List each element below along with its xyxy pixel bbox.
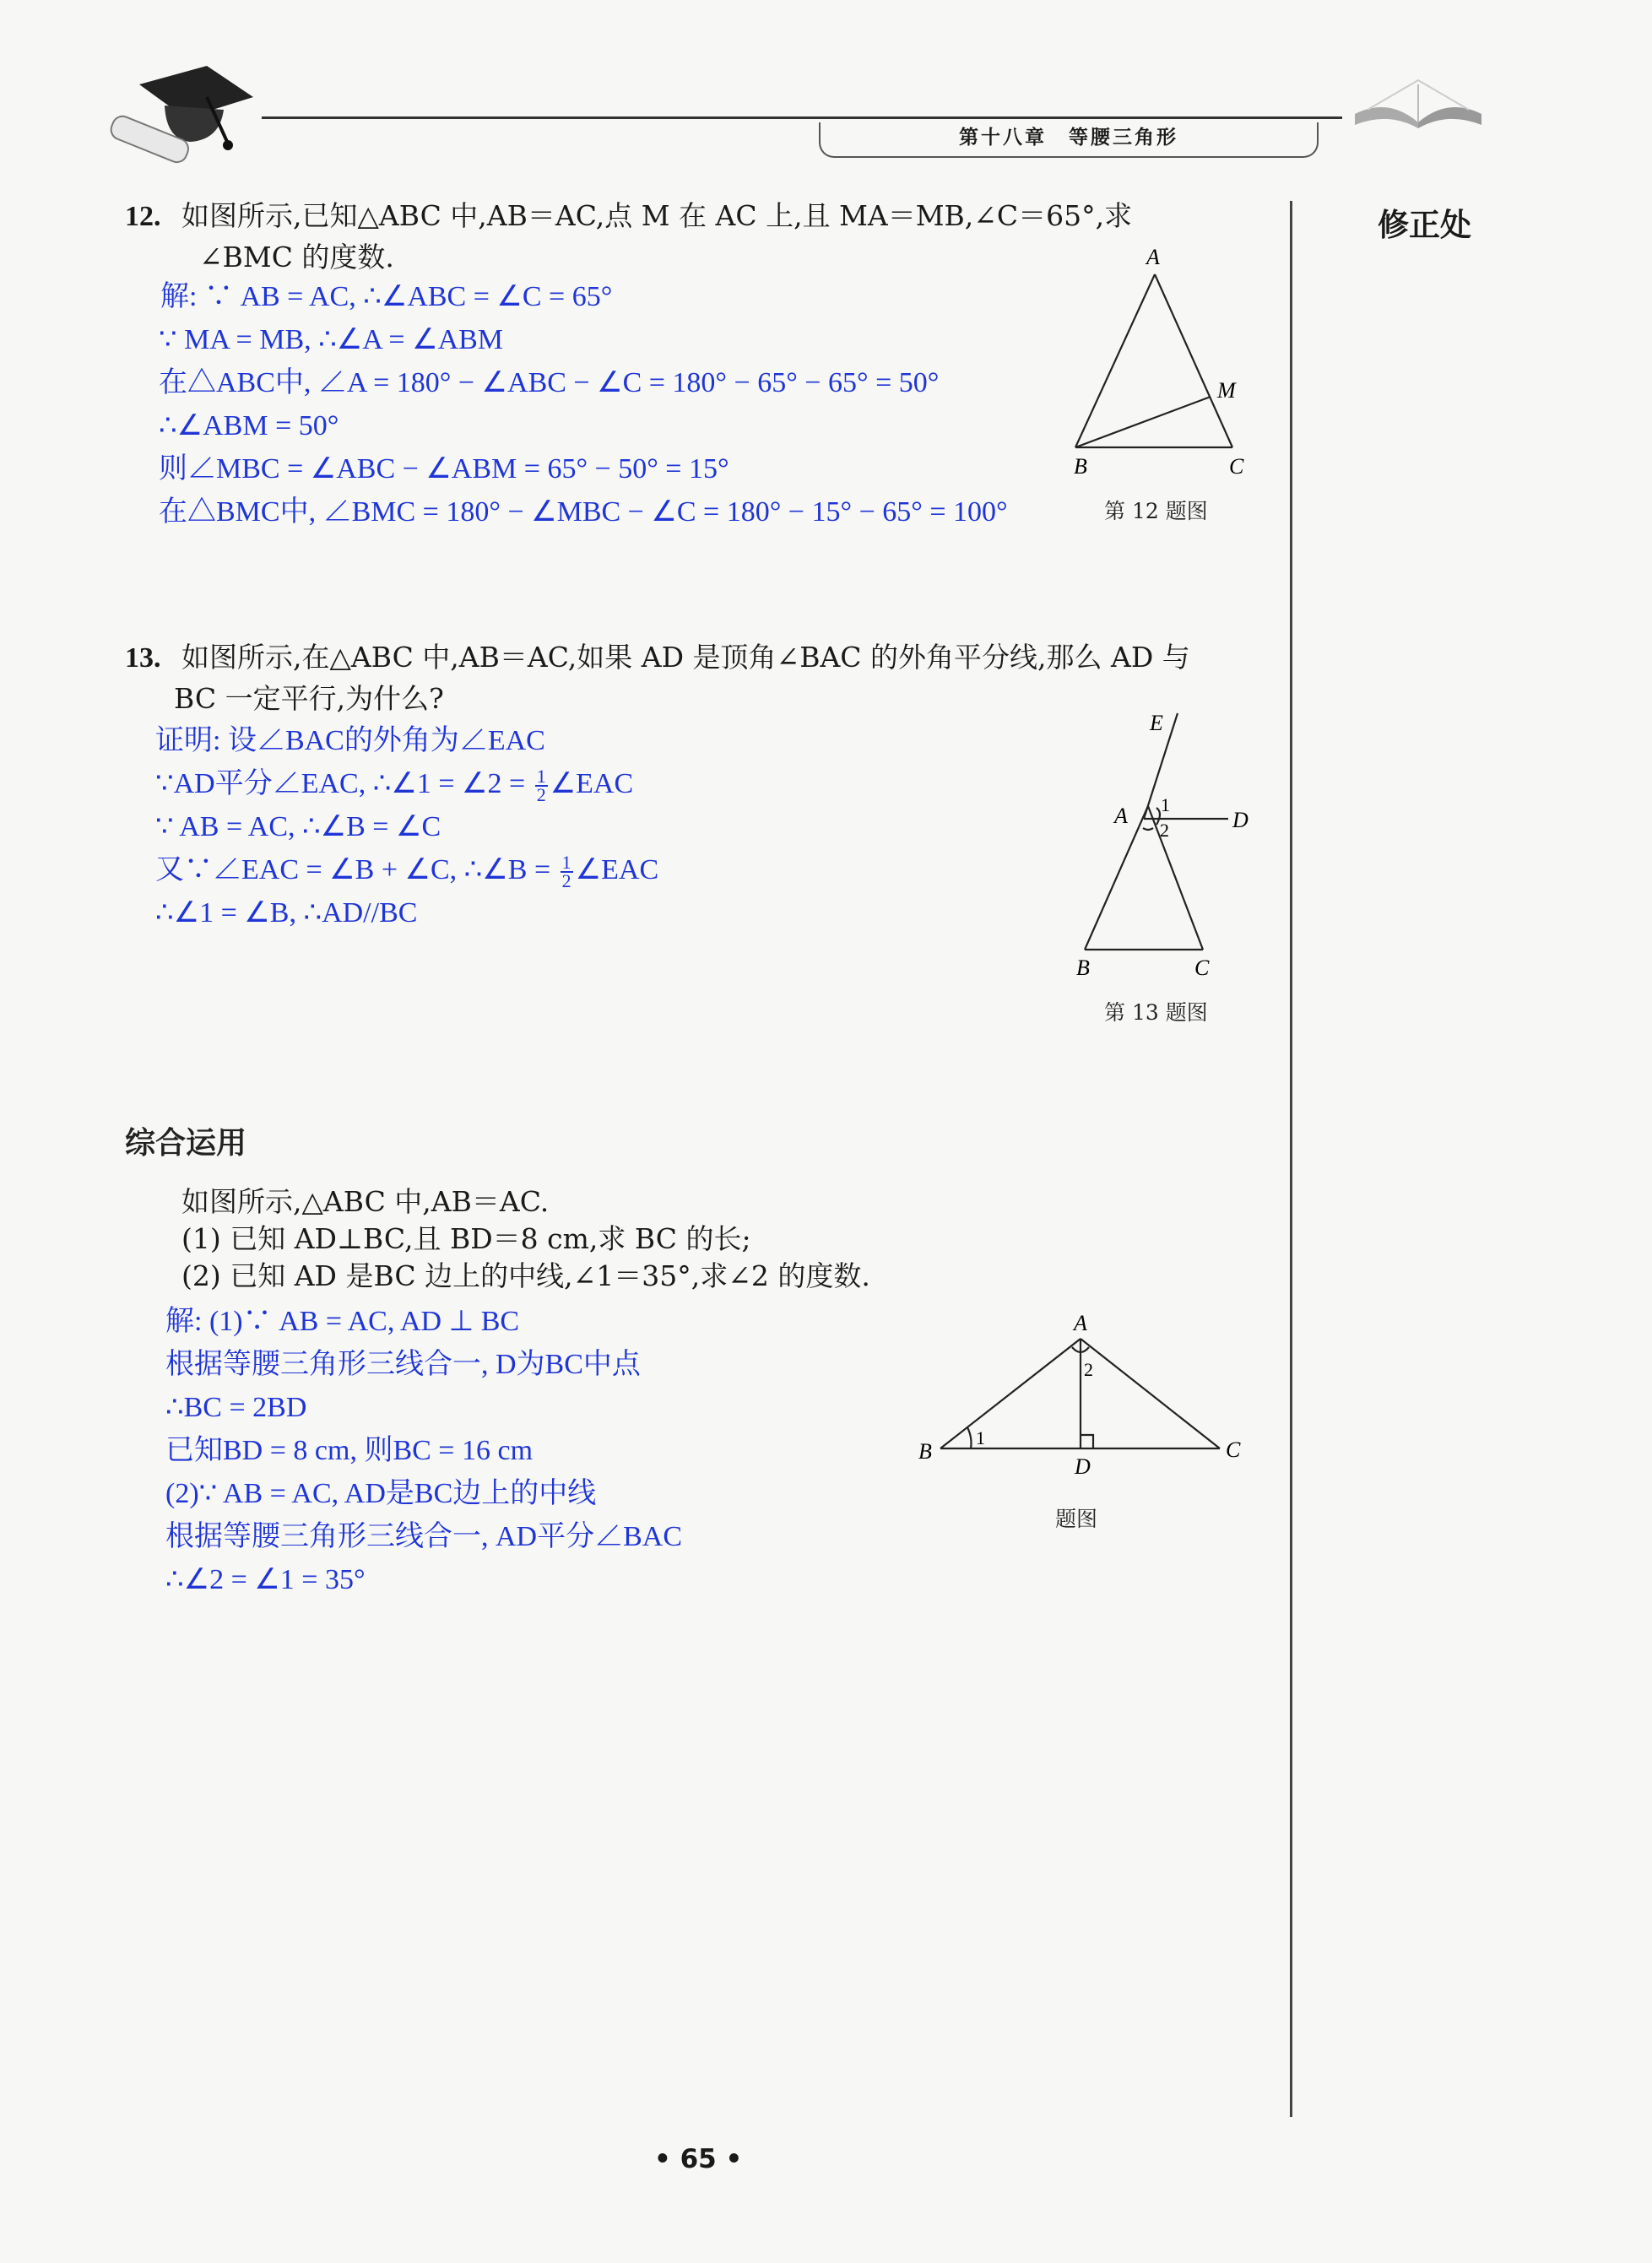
q12-label-m: M xyxy=(1217,378,1236,403)
fraction-denominator: 2 xyxy=(536,784,546,806)
section-label-a: A xyxy=(1074,1311,1087,1335)
section-answer-line: ∴BC = 2BD xyxy=(165,1392,307,1423)
q13-label-e: E xyxy=(1150,711,1163,735)
q13-figure-caption: 第 13 题图 xyxy=(1104,1000,1208,1025)
chapter-title: 第十八章 等腰三角形 xyxy=(959,127,1178,149)
q13-answer-text: ∠EAC xyxy=(550,768,634,799)
q13-text xyxy=(125,637,1190,719)
section-figure xyxy=(912,1307,1266,1484)
section-answer-line: 已知BD = 8 cm, 则BC = 16 cm xyxy=(165,1435,534,1466)
q13-answer xyxy=(155,719,658,934)
section-answer xyxy=(165,1300,682,1601)
q12-line2: ∠BMC 的度数. xyxy=(199,241,394,273)
q13-answer-text: ∠EAC xyxy=(575,854,659,885)
q12-answer xyxy=(159,275,1008,533)
section-label-d: D xyxy=(1075,1454,1091,1479)
section-answer-line: 根据等腰三角形三线合一, AD平分∠BAC xyxy=(165,1521,683,1552)
open-book-icon xyxy=(1351,76,1486,135)
q13-angle-2: 2 xyxy=(1160,820,1169,841)
section-question-line: (1) 已知 AD⊥BC,且 BD＝8 cm,求 BC 的长; xyxy=(181,1222,751,1255)
q13-answer-line xyxy=(155,848,658,891)
q12-answer-line: 则∠MBC = ∠ABC − ∠ABM = 65° − 50° = 15° xyxy=(159,453,729,485)
section-answer-line: 根据等腰三角形三线合一, D为BC中点 xyxy=(165,1349,641,1380)
q12-label-b: B xyxy=(1074,454,1087,479)
section-label-c: C xyxy=(1226,1437,1241,1462)
fraction-denominator: 2 xyxy=(561,870,571,892)
correction-column-label: 修正处 xyxy=(1378,207,1471,243)
q12-answer-line: 在△BMC中, ∠BMC = 180° − ∠MBC − ∠C = 180° − 15° − 65° = 100° xyxy=(159,496,1008,528)
q12-figure xyxy=(1055,241,1266,485)
q12-figure-caption: 第 12 题图 xyxy=(1104,499,1208,523)
section-title: 综合运用 xyxy=(125,1126,247,1161)
q13-label-a: A xyxy=(1114,804,1128,828)
q13-figure xyxy=(1064,705,1266,992)
q13-label-d: D xyxy=(1232,808,1248,832)
q12-label-a: A xyxy=(1146,245,1160,269)
q13-angle-1: 1 xyxy=(1161,794,1170,815)
q13-number: 13. xyxy=(125,642,161,674)
section-question xyxy=(181,1183,870,1295)
q13-answer-line: ∴∠1 = ∠B, ∴AD//BC xyxy=(155,897,418,928)
q13-label-c: C xyxy=(1194,956,1210,980)
fraction-one-half xyxy=(535,768,548,804)
section-question-line: 如图所示,△ABC 中,AB＝AC. xyxy=(181,1185,550,1218)
q12-answer-line: ∴∠ABM = 50° xyxy=(159,410,339,441)
q13-answer-text: 又∵∠EAC = ∠B + ∠C, ∴∠B = xyxy=(155,854,558,885)
q12-answer-line: ∵ MA = MB, ∴∠A = ∠ABM xyxy=(159,324,504,355)
q12-answer-line: 解: ∵ AB = AC, ∴∠ABC = ∠C = 65° xyxy=(160,281,613,312)
q12-answer-line: 在△ABC中, ∠A = 180° − ∠ABC − ∠C = 180° − 65° − 65° = 50° xyxy=(159,367,940,398)
section-answer-line: 解: (1)∵ AB = AC, AD ⊥ BC xyxy=(165,1306,520,1337)
section-answer-line: (2)∵ AB = AC, AD是BC边上的中线 xyxy=(165,1478,597,1509)
fraction-numerator: 1 xyxy=(536,766,546,788)
margin-divider xyxy=(1290,201,1292,2117)
page-number: • 65 • xyxy=(654,2144,743,2174)
section-question-line: (2) 已知 AD 是BC 边上的中线,∠1＝35°,求∠2 的度数. xyxy=(181,1259,870,1292)
q13-line1: 如图所示,在△ABC 中,AB＝AC,如果 AD 是顶角∠BAC 的外角平分线,那么 AD 与 xyxy=(181,641,1190,674)
q13-answer-line xyxy=(155,762,658,805)
q13-line2: BC 一定平行,为什么? xyxy=(174,682,444,715)
fraction-numerator: 1 xyxy=(561,852,571,874)
fraction-one-half xyxy=(561,854,573,890)
q12-line1: 如图所示,已知△ABC 中,AB＝AC,点 M 在 AC 上,且 MA＝MB,∠C＝65°,求 xyxy=(181,199,1133,232)
header-rule xyxy=(262,116,1342,119)
q13-answer-line: ∵ AB = AC, ∴∠B = ∠C xyxy=(155,811,441,842)
q12-label-c: C xyxy=(1229,454,1244,479)
chapter-banner xyxy=(819,122,1319,158)
section-answer-line: ∴∠2 = ∠1 = 35° xyxy=(165,1564,366,1595)
section-figure-caption: 题图 xyxy=(1055,1507,1098,1531)
q13-answer-line: 证明: 设∠BAC的外角为∠EAC xyxy=(155,725,545,756)
section-angle-2: 2 xyxy=(1084,1359,1093,1380)
section-label-b: B xyxy=(918,1439,932,1464)
q13-answer-text: ∵AD平分∠EAC, ∴∠1 = ∠2 = xyxy=(155,768,533,799)
q12-number: 12. xyxy=(125,201,161,232)
q12-text xyxy=(125,196,1132,278)
section-angle-1: 1 xyxy=(976,1427,985,1448)
q13-label-b: B xyxy=(1076,956,1090,980)
graduation-cap-icon xyxy=(106,59,257,165)
